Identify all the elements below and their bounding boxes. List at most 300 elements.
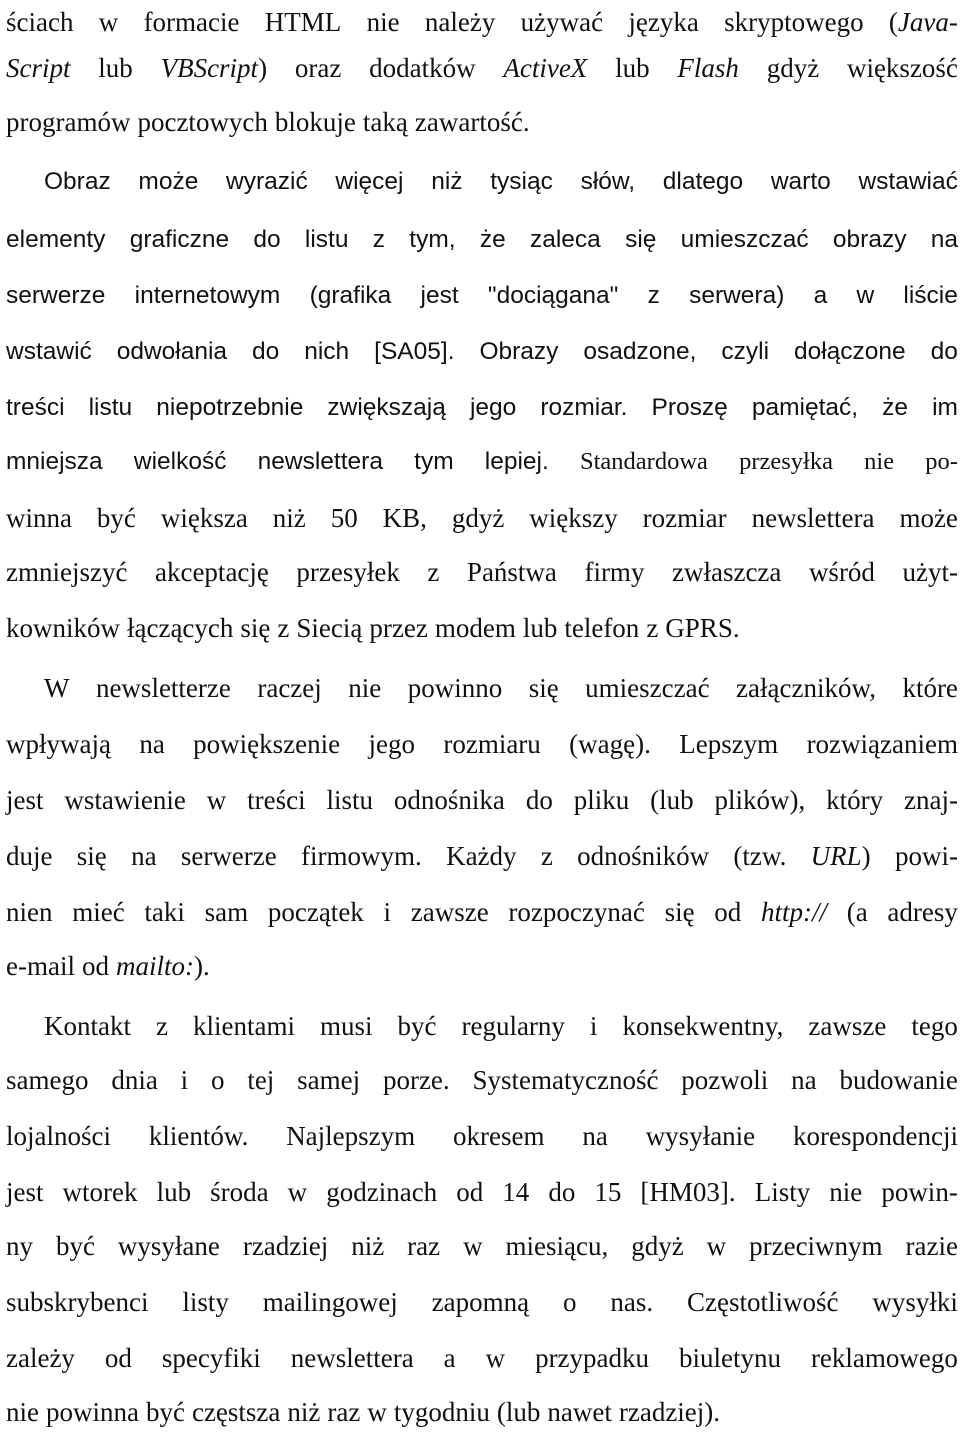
word <box>427 550 439 594</box>
word <box>585 666 709 710</box>
word-part: niepotrzebnie <box>156 394 304 421</box>
word <box>646 606 658 650</box>
word-part: tygodniu <box>393 1397 490 1427</box>
word <box>139 722 164 766</box>
word-part: a <box>443 1343 456 1373</box>
text-line <box>6 330 958 374</box>
text-line <box>6 778 958 822</box>
word <box>6 1170 44 1214</box>
word-part: "dociągana" <box>487 282 619 309</box>
word-part: osadzone, <box>583 338 697 365</box>
word-part: liście <box>903 282 958 309</box>
word-part: musi <box>319 1011 373 1041</box>
word-part: biuletynu <box>678 1343 781 1373</box>
word <box>689 274 784 318</box>
word-part: Obrazy <box>479 338 559 365</box>
word <box>794 330 906 374</box>
word <box>625 218 656 262</box>
word <box>736 666 876 710</box>
italic-term: http:// <box>761 897 827 927</box>
text-line <box>6 274 958 318</box>
word-part: klientów. <box>148 1121 249 1151</box>
word-part: się <box>625 226 657 253</box>
word <box>226 160 308 204</box>
word-part: kowników <box>6 613 120 643</box>
word-part: znaj- <box>904 785 958 815</box>
word <box>864 440 894 484</box>
word <box>348 666 381 710</box>
word-part: z <box>277 613 290 643</box>
word-part: do <box>252 338 280 365</box>
word-part: serwera) <box>689 282 785 309</box>
text-line <box>6 440 958 484</box>
word-part: mniejsza <box>6 448 103 475</box>
word <box>431 160 462 204</box>
word <box>63 1170 138 1214</box>
word-part: tego <box>911 1011 958 1041</box>
word <box>407 1224 440 1268</box>
word-part: odwołania <box>116 338 228 365</box>
word-part: duje <box>6 841 53 871</box>
word <box>155 550 269 594</box>
word-part: wysyłki <box>872 1287 958 1317</box>
word-part: na <box>139 729 165 759</box>
word-part: Lepszym <box>679 729 779 759</box>
word <box>6 834 53 878</box>
word-part: czyli <box>721 338 770 365</box>
word <box>64 778 185 822</box>
word <box>82 944 109 988</box>
word-part: się <box>664 897 695 927</box>
word <box>733 834 786 878</box>
word-part: lepiej. <box>484 448 549 475</box>
word-part: gdyż <box>631 1231 684 1261</box>
word-part: dlatego <box>662 168 744 195</box>
word <box>335 160 403 204</box>
word-part: lub <box>98 53 133 83</box>
word <box>663 160 743 204</box>
word <box>521 0 603 44</box>
word <box>118 1224 220 1268</box>
word-part: niż <box>431 168 463 195</box>
word <box>502 1170 529 1214</box>
word <box>679 722 778 766</box>
word <box>367 1390 387 1434</box>
word-part: w <box>856 282 875 309</box>
word <box>581 160 635 204</box>
word-part: zapomną <box>431 1287 530 1317</box>
word-part: od <box>456 1177 484 1207</box>
word-part: może <box>138 168 199 195</box>
text-line <box>6 100 958 144</box>
word <box>44 666 69 710</box>
word-part: ny <box>6 1231 33 1261</box>
word-part: listu <box>304 226 349 253</box>
word-part: odnośników <box>577 841 710 871</box>
word-part: zaleca <box>529 226 601 253</box>
word <box>752 496 875 540</box>
word-part: w <box>463 1231 483 1261</box>
word <box>295 46 341 90</box>
text-line <box>6 1224 958 1268</box>
word <box>443 722 540 766</box>
word-part: newslettera <box>751 503 875 533</box>
word-part: 14 <box>502 1177 530 1207</box>
word <box>144 890 185 934</box>
word-part: akceptację <box>154 557 269 587</box>
word-part: i <box>383 897 392 927</box>
word-part: gdyż <box>451 503 505 533</box>
word-part: w <box>287 1177 308 1207</box>
word <box>755 1170 811 1214</box>
word-part: ) <box>258 53 268 83</box>
word-part: umieszczać <box>680 226 809 253</box>
word-part: ) <box>861 841 871 871</box>
word-part: po- <box>925 448 958 475</box>
word-part: gdyż <box>766 53 820 83</box>
word <box>156 386 303 430</box>
word <box>665 890 695 934</box>
word-part: od <box>81 951 109 981</box>
word <box>6 0 73 44</box>
word <box>247 778 305 822</box>
word-part: wstawiać <box>858 168 958 195</box>
word <box>628 0 698 44</box>
word <box>247 1058 274 1102</box>
word <box>258 440 383 484</box>
word-part: do <box>930 338 958 365</box>
word-part: nien <box>6 897 53 927</box>
word <box>724 0 863 44</box>
word-part: 15 <box>594 1177 622 1207</box>
word-part: rzadziej). <box>618 1397 721 1427</box>
word <box>932 386 958 430</box>
word <box>193 1004 295 1048</box>
text-line <box>6 890 958 934</box>
word-part: lub <box>156 1177 192 1207</box>
word <box>470 386 516 430</box>
word <box>192 1390 280 1434</box>
word <box>6 1058 88 1102</box>
word-part: na <box>582 1121 608 1151</box>
word-part: niż <box>351 1231 385 1261</box>
word <box>833 218 907 262</box>
word <box>541 834 553 878</box>
word-part: serwerze <box>6 282 106 309</box>
word <box>847 46 958 90</box>
word-part: graficzne <box>129 226 230 253</box>
italic-term: URL <box>810 841 862 871</box>
word-part: okresem <box>453 1121 545 1151</box>
word <box>808 1004 886 1048</box>
word-part: reklamowego <box>810 1343 958 1373</box>
word-part: przypadku <box>535 1343 650 1373</box>
word <box>646 1114 755 1158</box>
word <box>899 496 957 540</box>
word-part: godzinach <box>326 1177 438 1207</box>
word <box>456 1170 483 1214</box>
word <box>839 1058 957 1102</box>
word <box>622 1004 783 1048</box>
word-part: nich <box>304 338 350 365</box>
word <box>583 330 696 374</box>
word-part: z <box>427 557 440 587</box>
word-part: lojalności <box>6 1121 111 1151</box>
word-part: regularny <box>461 1011 565 1041</box>
text-line <box>6 550 958 594</box>
word <box>367 0 400 44</box>
word-part: Państwa <box>466 557 557 587</box>
word-part: porze. <box>382 1065 450 1095</box>
word-part: się <box>76 841 107 871</box>
word <box>297 1058 360 1102</box>
text-line <box>6 1390 958 1434</box>
word-part: samej <box>297 1065 361 1095</box>
word <box>791 1058 816 1102</box>
word <box>648 274 660 318</box>
text-line <box>6 606 958 650</box>
word-part: do <box>525 785 553 815</box>
word-part: e-mail <box>6 951 75 981</box>
word-part: powin- <box>881 1177 958 1207</box>
word <box>665 606 739 650</box>
text-line <box>44 666 958 710</box>
word-part: wpływają <box>6 729 111 759</box>
word <box>6 1114 111 1158</box>
word <box>414 440 453 484</box>
word <box>137 100 267 144</box>
word-part: skryptowego <box>724 7 864 37</box>
word <box>144 0 240 44</box>
word-part: wysyłanie <box>645 1121 756 1151</box>
text-line <box>6 1170 958 1214</box>
word <box>444 1336 456 1380</box>
word-part: jest <box>6 1177 44 1207</box>
word <box>829 1170 862 1214</box>
word <box>134 440 227 484</box>
word-part: być <box>145 1397 185 1427</box>
word-part: wyrazić <box>226 168 308 195</box>
word-part: wtorek <box>62 1177 138 1207</box>
word <box>631 1224 683 1268</box>
word-part: jego <box>368 729 415 759</box>
word-part: budowanie <box>839 1065 958 1095</box>
word-part: Każdy <box>446 841 517 871</box>
word-part: oraz <box>294 53 342 83</box>
word <box>640 1170 735 1214</box>
word-part: używać <box>520 7 604 37</box>
word-part: użyt- <box>902 557 958 587</box>
word <box>814 274 828 318</box>
word <box>301 834 422 878</box>
word <box>310 274 392 318</box>
italic-term: Flash <box>677 53 739 83</box>
word-part: rzadziej <box>242 1231 329 1261</box>
text-line <box>6 944 958 988</box>
word <box>681 1058 768 1102</box>
word-part: zwłaszcza <box>671 557 782 587</box>
word <box>320 1004 373 1048</box>
word-part: z <box>647 282 660 309</box>
word-part: warto <box>770 168 831 195</box>
word <box>752 386 858 430</box>
word-part: klientami <box>192 1011 295 1041</box>
word <box>506 1224 609 1268</box>
word <box>409 218 455 262</box>
word-part: jest <box>420 282 459 309</box>
word-part: Najlepszym <box>286 1121 416 1151</box>
word-part: o <box>563 1287 577 1317</box>
word-part: razie <box>905 1231 958 1261</box>
word <box>157 1170 192 1214</box>
word <box>305 218 349 262</box>
word <box>135 274 281 318</box>
word <box>749 1224 882 1268</box>
word <box>210 1170 268 1214</box>
word-part: obrazy <box>832 226 907 253</box>
word <box>138 160 198 204</box>
word-part: początek <box>267 897 364 927</box>
word-part: telefon <box>564 613 640 643</box>
word <box>56 1224 95 1268</box>
word <box>6 440 103 484</box>
word-part: powiększenie <box>193 729 341 759</box>
word <box>397 1004 436 1048</box>
word-part: załączników, <box>736 673 876 703</box>
text-line <box>44 160 958 204</box>
word-part: elementy <box>6 226 106 253</box>
word-part: Systematyczność <box>472 1065 659 1095</box>
word <box>767 46 819 90</box>
italic-term: VBScript <box>160 53 259 83</box>
word <box>530 218 601 262</box>
word-part: winna <box>6 503 72 533</box>
word <box>461 1004 564 1048</box>
word <box>296 550 399 594</box>
word <box>98 46 133 90</box>
word <box>6 218 105 262</box>
word-part: rozmiar <box>642 503 727 533</box>
word <box>368 722 415 766</box>
word-part: Obraz <box>44 168 111 195</box>
word-part: subskrybenci <box>6 1287 149 1317</box>
word <box>508 890 644 934</box>
word-part: dodatków <box>369 53 476 83</box>
word <box>473 1058 659 1102</box>
word-part: wielkość <box>133 448 227 475</box>
word-part: a <box>813 282 828 309</box>
word <box>97 496 136 540</box>
italic-term: ActiveX <box>503 53 588 83</box>
word-part: w <box>98 7 119 37</box>
word-part: rozmiaru <box>443 729 541 759</box>
text-line <box>6 0 958 44</box>
word <box>615 46 650 90</box>
word <box>257 666 321 710</box>
word-part: pozwoli <box>681 1065 769 1095</box>
word-part: Listy <box>754 1177 811 1207</box>
word <box>650 778 694 822</box>
word <box>490 160 553 204</box>
word-part: serwerze <box>180 841 277 871</box>
word <box>6 1390 39 1434</box>
word <box>161 46 267 90</box>
word-part: nie <box>864 448 895 475</box>
word-part: powinna <box>46 1397 139 1427</box>
word <box>584 550 644 594</box>
word <box>415 100 530 144</box>
word <box>6 274 105 318</box>
word <box>563 1280 577 1324</box>
word <box>6 386 65 430</box>
word-part: wśród <box>808 557 875 587</box>
text-line <box>6 1280 958 1324</box>
word-part: newslettera <box>290 1343 414 1373</box>
word-part: HTML <box>264 7 342 37</box>
word <box>529 496 617 540</box>
text-line <box>6 1114 958 1158</box>
word-part: nie <box>6 1397 39 1427</box>
word <box>858 160 957 204</box>
word <box>902 550 957 594</box>
word-part: nie <box>829 1177 863 1207</box>
word-part: blokuje <box>274 107 356 137</box>
word-part: być <box>397 1011 437 1041</box>
word-part: się <box>528 673 559 703</box>
word-part: zawsze <box>410 897 489 927</box>
word-part: w <box>367 1397 387 1427</box>
word <box>847 890 868 934</box>
word <box>96 666 231 710</box>
word-part: więcej <box>335 168 404 195</box>
word <box>643 496 727 540</box>
word <box>6 550 127 594</box>
word <box>610 1280 653 1324</box>
word-part: jest <box>6 785 44 815</box>
word-part: przesyłek <box>296 557 400 587</box>
word-part: większy <box>529 503 618 533</box>
word <box>809 550 875 594</box>
word-part: firmy <box>584 557 645 587</box>
word-part: 50 <box>330 503 358 533</box>
word-part: konsekwentny, <box>622 1011 784 1041</box>
word-part: rozpoczynać <box>508 897 645 927</box>
word-part: że <box>882 394 909 421</box>
word <box>6 890 53 934</box>
word-part: GPRS. <box>665 613 740 643</box>
word <box>127 606 233 650</box>
word <box>46 1390 139 1434</box>
word <box>677 46 739 90</box>
word <box>162 1336 261 1380</box>
word <box>273 496 306 540</box>
word-part: w <box>206 785 227 815</box>
word <box>156 1004 168 1048</box>
word-part: większość <box>846 53 958 83</box>
word <box>594 1170 621 1214</box>
word <box>882 386 908 430</box>
word <box>452 496 504 540</box>
word <box>411 890 489 934</box>
word-part: internetowym <box>134 282 281 309</box>
word-part: programów <box>6 107 131 137</box>
word <box>326 1170 437 1214</box>
word-part: powinno <box>407 673 503 703</box>
word <box>327 386 445 430</box>
word <box>373 218 385 262</box>
italic-term: Script <box>6 53 71 83</box>
word-part: łączących <box>127 613 234 643</box>
